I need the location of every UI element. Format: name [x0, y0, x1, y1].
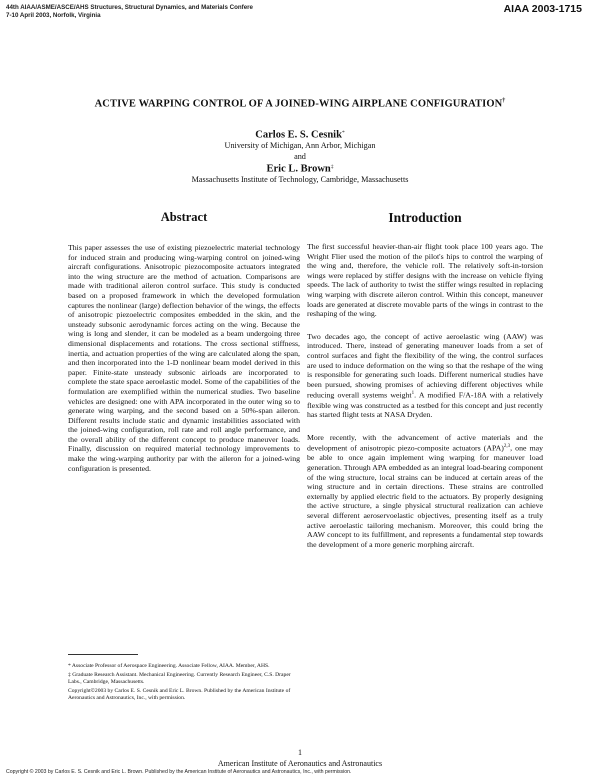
authors-and: and	[294, 151, 306, 161]
author1-name: Carlos E. S. Cesnik	[255, 129, 342, 141]
title-footnote-mark: †	[502, 98, 506, 104]
footer-copyright: Copyright © 2003 by Carlos E. S. Cesnik and Eric L. Brown. Published by the American Institute of Aeronautics and Astronautics, Inc., with permission.	[6, 769, 352, 775]
left-column	[68, 210, 300, 486]
intro-p2-text-a: Two decades ago, the concept of active aeroelastic wing (AAW) was introduced. There, instead of generating maneuver loads from a set of control surfaces and fight the flexibility of the wing, the control surfaces are used to induce deformation on the wing so that the reshape of the wing is responsible for generating such loads. Different numerical studies have been pursued, showing promises of achieving different objectives while reducing overall systems weight	[307, 331, 543, 400]
author-block	[0, 128, 600, 186]
footnote-author1: * Associate Professor of Aerospace Engineering. Associate Fellow, AIAA. Member, AHS.	[68, 663, 270, 669]
intro-paragraph-2	[307, 332, 543, 420]
intro-p2-text-b: . A modified F/A-18A with a relatively flexible wing was constructed as a testbed for this concept and just recently has started flight tests at NASA Dryden.	[307, 390, 543, 420]
author2-mark: ‡	[330, 164, 334, 171]
page-number: 1	[298, 748, 302, 757]
abstract-text: This paper assesses the use of existing piezoelectric material technology for induced strain and producing wing-warping control on joined-wing aircraft configurations. Anisotropic piezocomposite actuators integrated into the wing structure are the method of actuation. Comparisons are made with traditional aileron control surface. This study is conducted based on a proposed framework in which the developed formulation captures the nonlinear (large) deflection behavior of the wings, the effects of anisotropic piezoelectric composites embedded in the skin, and the unsteady subsonic aerodynamic forces acting on the wing. Because the wing is long and slender, it can be modeled as a beam undergoing three dimensional displacements and rotations. The cross sectional stiffness, inertia, and actuation properties of the wing are calculated along the span, and then incorporated into the 1-D nonlinear beam model derived in this paper. Finite-state unsteady subsonic airloads are incorporated to complete the state space aeroelastic model. Some of the capabilities of the formulation are exemplified within the numerical studies. Two baseline vehicles are designed: one with APA incorporated in the outer wing so to generate wing warping, and the second based on a 50%-span aileron. Different results include static and dynamic instabilities associated with the joined-wing configuration, roll rate and roll angle performance, and the overall ability of the different concept to produce maneuver loads. Finally, discussion on required material technology improvements to make the wing-warping authority par with the aileron for a joined-wing configuration is presented.	[68, 243, 300, 473]
intro-paragraph-1: The first successful heavier-than-air flight took place 100 years ago. The Wright Flier used the motion of the pilot's hips to control the warping of the wing and, therefore, the vehicle roll. The relatively soft-in-torsion wings were replaced by stiffer designs with the increase on vehicle flying speeds. The lack of authority to twist the stiffer wings resulted in replacing wing warping with discrete aileron control. Within this concept, maneuver loads are generated at discrete movable parts of the wings in contrast to the reshaping of the wing.	[307, 242, 543, 319]
introduction-heading: Introduction	[388, 210, 462, 225]
paper-id: AIAA 2003-1715	[503, 3, 582, 15]
paper-title-text: ACTIVE WARPING CONTROL OF A JOINED-WING AIRPLANE CONFIGURATION	[94, 98, 503, 110]
paper-title	[0, 98, 600, 110]
intro-paragraph-3	[307, 433, 543, 550]
author1-affiliation: University of Michigan, Ann Arbor, Michigan	[224, 141, 376, 151]
author2-affiliation: Massachusetts Institute of Technology, Cambridge, Massachusetts	[191, 175, 409, 185]
author1-mark: *	[341, 130, 345, 136]
conference-name: 44th AIAA/ASME/ASCE/AHS Structures, Structural Dynamics, and Materials Confere	[6, 4, 253, 11]
conference-date-location: 7-10 April 2003, Norfolk, Virginia	[6, 12, 101, 19]
footnote-author2: ‡ Graduate Research Assistant. Mechanical Engineering. Currently Research Engineer, C.S. Draper Labs., Cambridge, Massachusetts.	[68, 672, 291, 685]
intro-p2-citation: 1	[411, 391, 415, 397]
footnote-divider	[68, 654, 138, 655]
author2-name: Eric L. Brown	[266, 163, 331, 175]
intro-p3-citation: 2,3	[503, 444, 511, 450]
footnotes	[68, 654, 300, 704]
intro-p3-text-b: , one may be able to once again implement wing warping for maneuver load generation. Through APA embedded as an integral load-bearing component of the wing structure, local strains can be induced at certain areas of the wing structure and in certain directions. These strains are controlled externally by applied electric field to the actuators. By properly designing the active structure, a single physical structural realization can achieve several different aeroservoelastic objectives, presenting itself as a truly active aeroelastic tailoring mechanism. Moreover, this could bring the AAW concept to its fulfillment, and represents a fundamental step towards the development of a more generic morphing aircraft.	[307, 443, 543, 549]
right-column	[307, 210, 543, 562]
footer-institute: American Institute of Aeronautics and Astronautics	[217, 759, 383, 768]
footnote-copyright: Copyright©2003 by Carlos E. S. Cesnik and Eric L. Brown. Published by the American Institute of Aeronautics and Astronautics, Inc., with permission.	[68, 688, 291, 701]
intro-p3-text-a: More recently, with the advancement of active materials and the development of anisotropic piezo-composite actuators (APA)	[307, 432, 543, 453]
conference-header	[6, 4, 386, 20]
abstract-heading: Abstract	[160, 210, 208, 224]
